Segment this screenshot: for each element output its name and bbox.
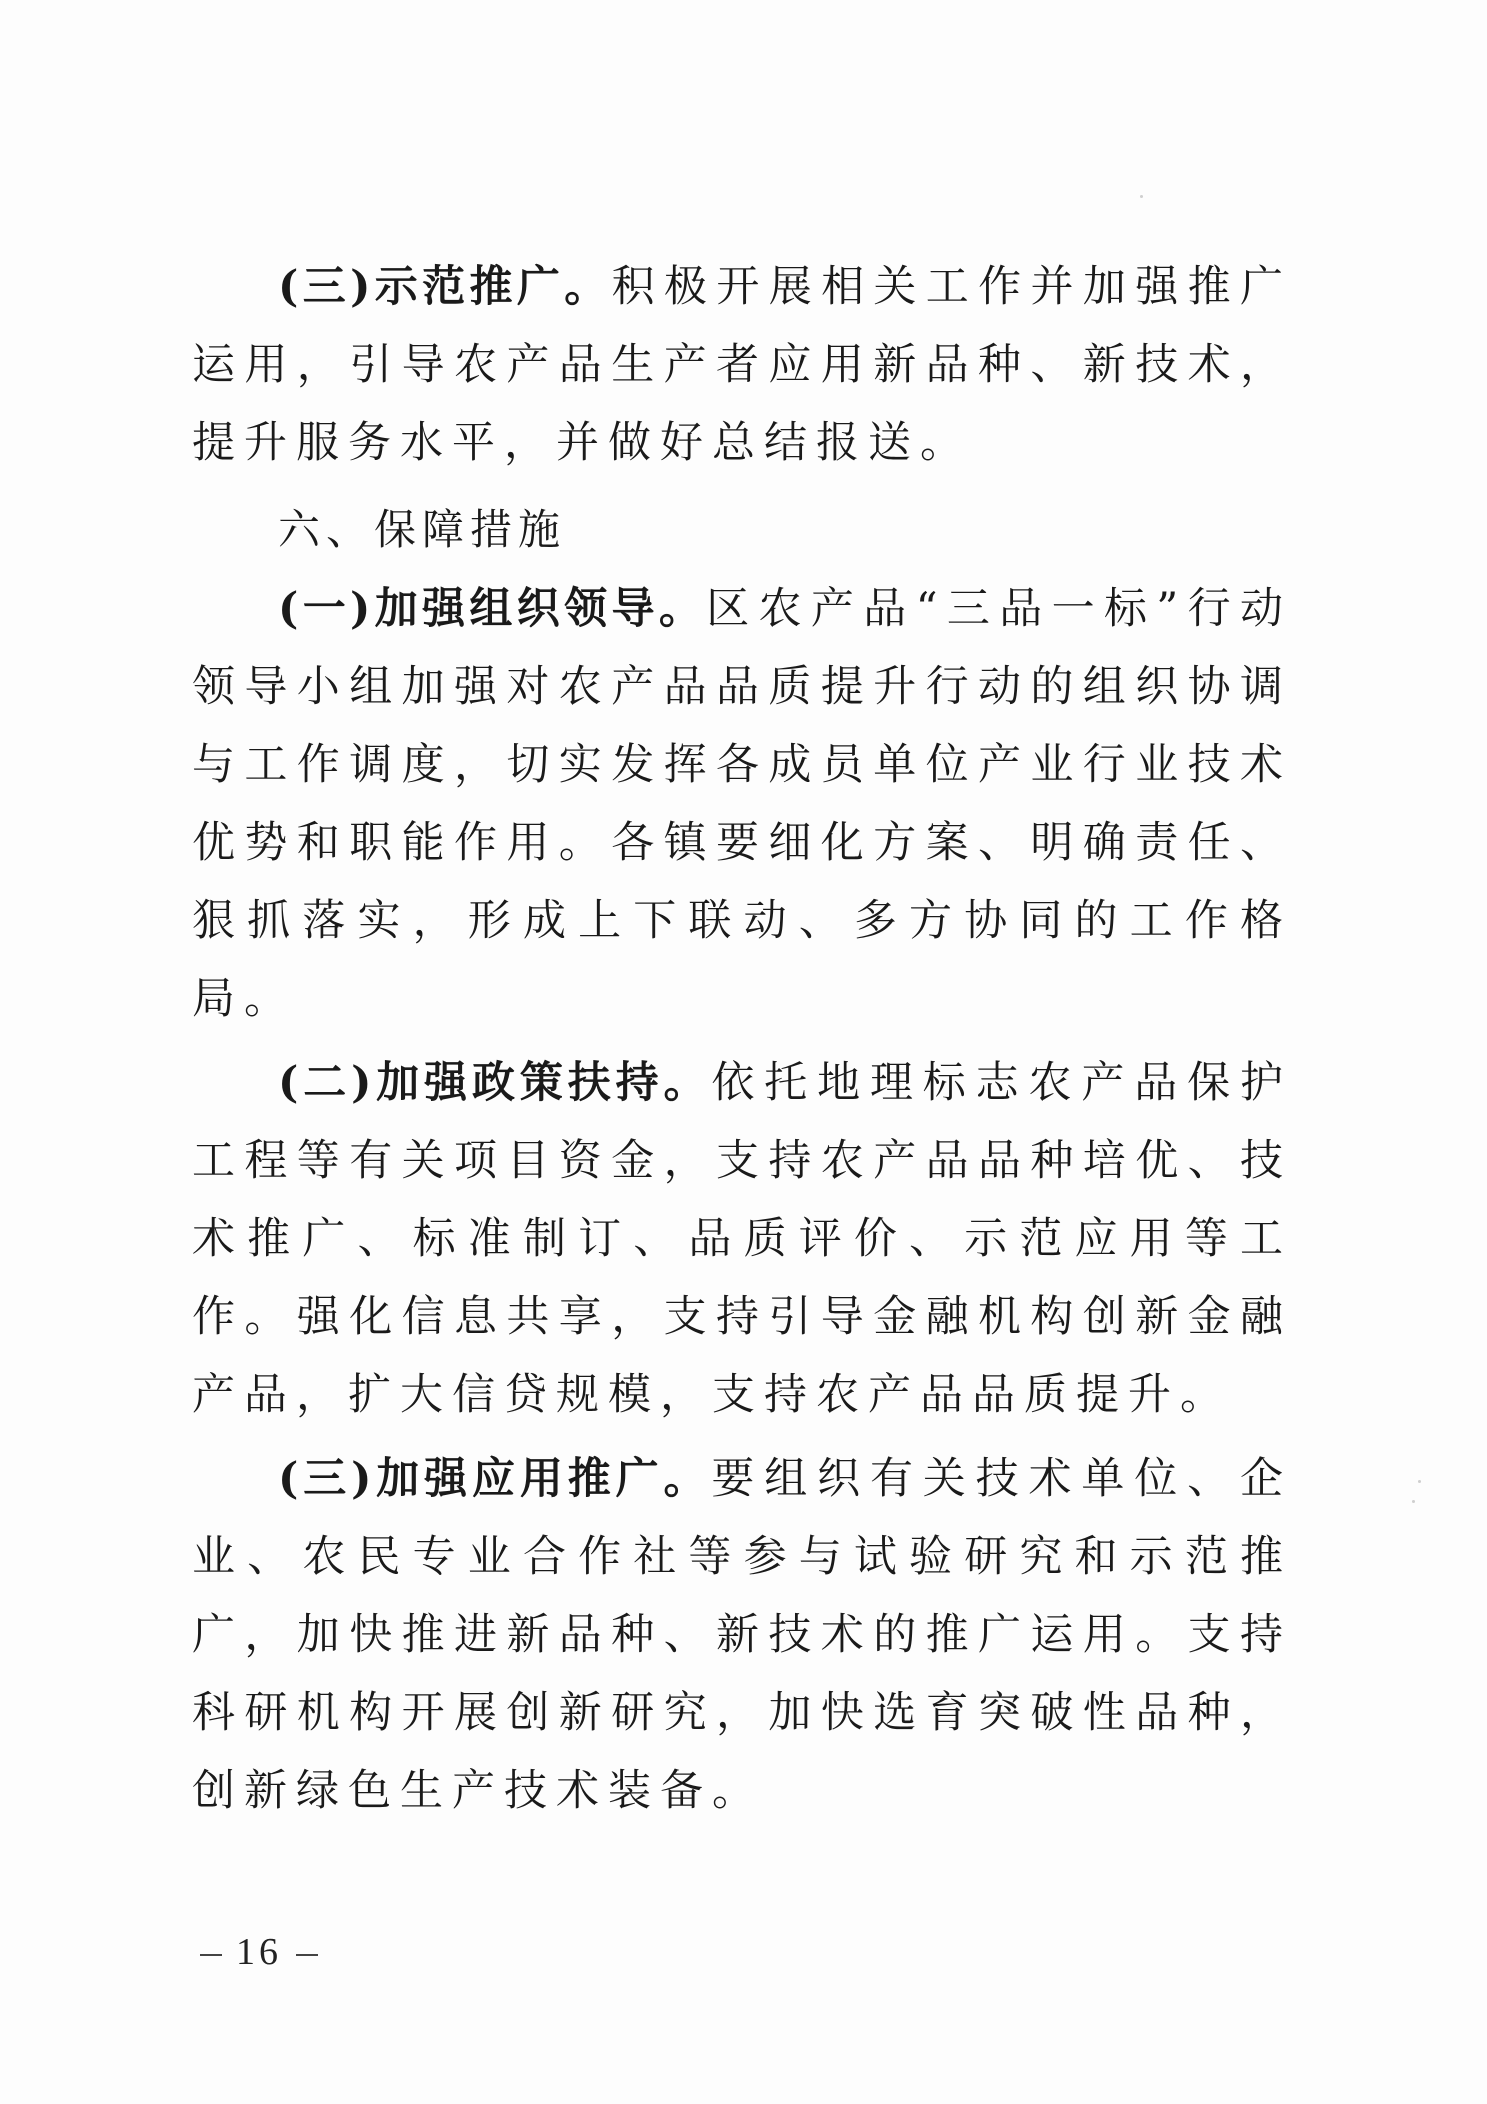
page-number-left-dash: [200, 1954, 222, 1956]
paragraph-text: 依托地理标志农产品保护工程等有关项目资金，支持农产品品种培优、技术推广、标准制订、品质评价、示范应用等工作。强化信息共享，支持引导金融机构创新金融产品，扩大信贷规模，支持农产品品质提升。: [192, 1058, 1292, 1420]
paragraph-heading: (三)加强应用推广。: [278, 1454, 712, 1504]
paragraph-demonstration-promotion: [192, 248, 1292, 482]
scan-speck: [1412, 1500, 1415, 1503]
scan-speck: [1418, 1480, 1421, 1483]
paragraph-policy-support: [192, 1044, 1292, 1434]
scan-speck: [1140, 195, 1143, 198]
page-number-value: 16: [236, 1931, 282, 1973]
paragraph-heading: (三)示范推广。: [278, 262, 612, 312]
paragraph-text: 区农产品“三品一标”行动领导小组加强对农产品品质提升行动的组织协调与工作调度，切实发挥各成员单位产业行业技术优势和职能作用。各镇要细化方案、明确责任、狠抓落实，形成上下联动、多方协同的工作格局。: [192, 584, 1292, 1024]
paragraph-organizational-leadership: [192, 570, 1292, 1038]
paragraph-text: 积极开展相关工作并加强推广运用，引导农产品生产者应用新品种、新技术，提升服务水平，并做好总结报送。: [192, 262, 1292, 468]
paragraph-text: 要组织有关技术单位、企业、农民专业合作社等参与试验研究和示范推广，加快推进新品种、新技术的推广运用。支持科研机构开展创新研究，加快选育突破性品种，创新绿色生产技术装备。: [192, 1454, 1292, 1816]
section-heading-safeguards: 六、保障措施: [278, 505, 567, 554]
document-body: [192, 248, 1292, 1830]
paragraph-heading: (一)加强组织领导。: [278, 584, 707, 634]
page-number-right-dash: [296, 1954, 318, 1956]
page-number: [186, 1930, 332, 1974]
paragraph-heading: (二)加强政策扶持。: [278, 1058, 712, 1108]
paragraph-application-promotion: [192, 1440, 1292, 1830]
